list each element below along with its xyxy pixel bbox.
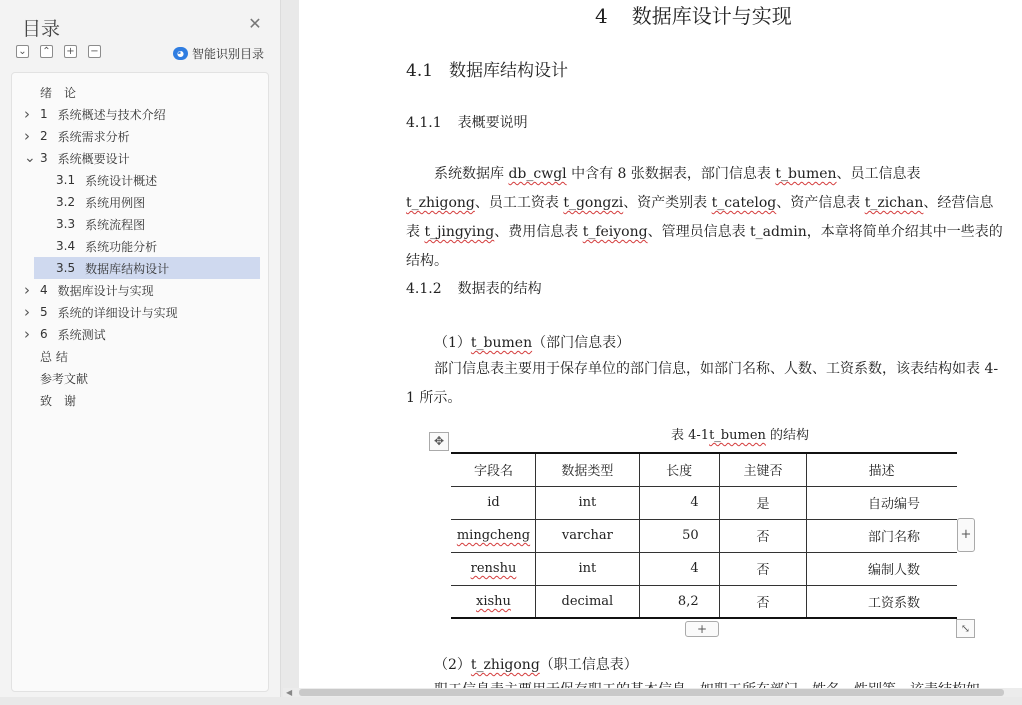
table-resize-icon[interactable]: ⤡ [956,619,975,638]
toc-item-number: 3.4 [56,239,76,253]
scrollbar-thumb[interactable] [299,689,1004,696]
table-row [452,552,957,585]
smart-toc-label: 智能识别目录 [192,46,265,61]
toc-item[interactable] [24,279,260,301]
toc-item-label: 系统测试 [57,327,106,342]
toc-item[interactable] [24,125,260,147]
expand-all-icon[interactable]: ⌄ [16,45,29,58]
table-cell: 是 [719,486,807,519]
toc-item-label: 系统功能分析 [85,239,158,254]
plus-icon[interactable]: + [64,45,77,58]
table-cell: 4 [639,552,719,585]
toc-item[interactable] [24,301,260,323]
table-header-cell: 字段名 [452,453,536,486]
close-icon[interactable]: ✕ [248,14,262,33]
table-cell: decimal [535,585,639,618]
toc-item-number: 2 [40,129,48,143]
toc-sidebar [0,0,281,697]
add-row-button[interactable]: + [685,621,719,637]
toc-item-number: 4 [40,283,48,297]
paragraph-overview: 系统数据库 db_cwgl 中含有 8 张数据表，部门信息表 t_bumen、员工信息表 t_zhigong、员工工资表 t_gongzi、资产类别表 t_catelog、资产信息表 t_zichan、经营信息表 t_jingying、费用信息表 t_feiyong、管理员信息表 t_admin，本章将简单介绍其中一些表的结构。 [406,166,1003,269]
subsection-heading-1 [406,112,528,132]
table-header-cell: 长度 [639,453,719,486]
toc-item[interactable] [24,345,260,367]
toc-item-number: 3.2 [56,195,76,209]
list-item-zhigong: （2）t_zhigong（职工信息表） [434,657,638,673]
toc-item-label: 绪 论 [40,85,77,100]
smart-toc-button[interactable] [173,44,264,62]
toc-item-label: 致 谢 [40,393,77,408]
table-cell: 自动编号 [807,486,957,519]
table-caption: 表 4-1t_bumen 的结构 [671,428,810,443]
section-number: 4.1 [406,61,434,81]
subsection-heading-2 [406,278,542,298]
table-cell: 50 [639,519,719,552]
toc-item-label: 系统概述与技术介绍 [57,107,166,122]
table-cell: id [452,486,536,519]
add-column-button[interactable]: + [957,518,975,552]
chapter-heading [595,0,792,29]
toc-item[interactable] [24,389,260,411]
table-cell: 工资系数 [807,585,957,618]
table-cell: 否 [719,519,807,552]
toc-item[interactable] [34,213,260,235]
toc-item[interactable] [24,323,260,345]
section-heading [406,56,568,81]
toc-item-number: 1 [40,107,48,121]
horizontal-scrollbar[interactable] [283,688,1022,697]
toc-title: 目录 [22,18,61,40]
table-cell: mingcheng [452,519,536,552]
table-cell: int [535,552,639,585]
table-cell: varchar [535,519,639,552]
toc-item-label: 系统的详细设计与实现 [57,305,178,320]
table-cell: 部门名称 [807,519,957,552]
table-cell: 否 [719,552,807,585]
toc-item-label: 系统流程图 [85,217,146,232]
subsection-title: 数据表的结构 [457,281,542,297]
table-cell: xishu [452,585,536,618]
toc-item[interactable] [24,103,260,125]
chevron-right-icon[interactable]: › [24,105,30,123]
subsection-number: 4.1.1 [406,115,442,131]
toc-item-label: 数据库设计与实现 [57,283,154,298]
toc-tree [11,72,269,692]
table-header-cell: 描述 [807,453,957,486]
subsection-title: 表概要说明 [457,115,528,131]
table-cell: 8,2 [639,585,719,618]
chapter-number: 4 [595,4,608,28]
toc-item[interactable] [34,257,260,279]
toc-item[interactable] [34,191,260,213]
chapter-title: 数据库设计与实现 [631,4,792,28]
paragraph-bumen: 部门信息表主要用于保存单位的部门信息，如部门名称、人数、工资系数，该表结构如表 4-1 所示。 [406,361,999,406]
toc-item-number: 3.1 [56,173,76,187]
toc-item-label: 总 结 [40,349,68,364]
toc-item-label: 数据库结构设计 [85,261,170,276]
subsection-number: 4.1.2 [406,281,442,297]
toc-item-number: 6 [40,327,48,341]
chevron-right-icon[interactable]: › [24,325,30,343]
table-cell: 编制人数 [807,552,957,585]
minus-icon[interactable]: − [88,45,101,58]
table-cell: renshu [452,552,536,585]
collapse-all-icon[interactable]: ⌃ [40,45,53,58]
toc-item-number: 3.5 [56,261,76,275]
toc-item[interactable] [34,169,260,191]
toc-item[interactable] [24,81,260,103]
toc-item-label: 系统设计概述 [85,173,158,188]
toc-item-label: 系统概要设计 [57,151,130,166]
toc-item-label: 系统需求分析 [57,129,130,144]
toc-item-label: 系统用例图 [85,195,146,210]
scroll-left-icon[interactable]: ◀ [286,688,293,697]
table-row [452,486,957,519]
toc-item[interactable] [34,235,260,257]
table-cell: int [535,486,639,519]
toc-item[interactable] [24,147,260,169]
data-table [451,452,957,619]
table-header-cell: 主键否 [719,453,807,486]
toc-item-number: 3 [40,151,48,165]
table-header-cell: 数据类型 [535,453,639,486]
toc-item-number: 3.3 [56,217,76,231]
toc-item[interactable] [24,367,260,389]
chevron-right-icon[interactable]: › [24,127,30,145]
toc-item-label: 参考文献 [40,371,89,386]
table-cell: 4 [639,486,719,519]
chevron-right-icon[interactable]: › [24,303,30,321]
section-title: 数据库结构设计 [449,61,569,81]
ai-cloud-icon: ◕ [173,47,188,60]
table-cell: 否 [719,585,807,618]
table-row [452,519,957,552]
chevron-down-icon[interactable]: ⌄ [24,150,36,166]
chevron-right-icon[interactable]: › [24,281,30,299]
list-item-bumen: （1）t_bumen（部门信息表） [434,335,631,351]
table-header-row [452,453,957,486]
document-page [299,0,1022,688]
table-move-icon[interactable]: ✥ [429,432,449,451]
table-row [452,585,957,618]
toc-item-number: 5 [40,305,48,319]
